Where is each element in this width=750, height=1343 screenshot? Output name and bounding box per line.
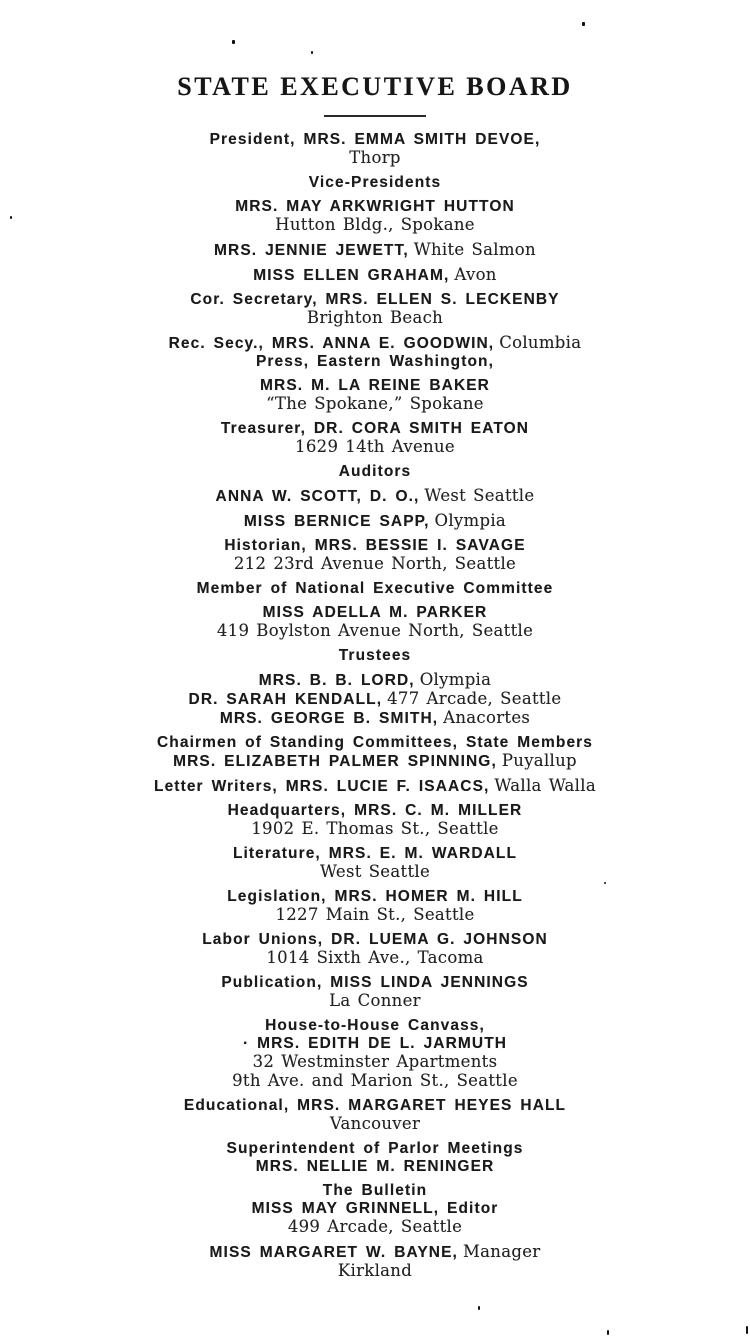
board-line xyxy=(0,906,750,925)
line-segment: Manager xyxy=(462,1242,541,1261)
board-entry xyxy=(0,777,750,796)
line-segment: MRS. ELIZABETH PALMER SPINNING, xyxy=(173,753,497,770)
board-entry xyxy=(0,802,750,839)
board-line xyxy=(0,931,750,949)
line-segment: MISS ELLEN GRAHAM, xyxy=(253,267,450,284)
board-entry xyxy=(0,671,750,728)
board-line xyxy=(0,241,750,260)
scan-speck xyxy=(604,882,606,884)
line-segment: Literature, MRS. E. M. WARDALL xyxy=(232,845,518,862)
line-segment: Letter Writers, MRS. LUCIE F. ISAACS, xyxy=(154,778,490,795)
board-line xyxy=(0,1115,750,1134)
line-segment: Member of National Executive Committee xyxy=(196,580,554,597)
board-line xyxy=(0,949,750,968)
line-segment: Educational, MRS. MARGARET HEYES HALL xyxy=(183,1097,567,1114)
line-segment: 212 23rd Avenue North, Seattle xyxy=(233,554,517,573)
board-list xyxy=(0,131,750,1281)
line-segment: 477 Arcade, Seattle xyxy=(387,689,562,708)
board-line xyxy=(0,974,750,992)
line-segment: MRS. GEORGE B. SMITH, xyxy=(219,710,439,727)
line-segment: Vancouver xyxy=(329,1114,421,1133)
line-segment: · MRS. EDITH DE L. JARMUTH xyxy=(242,1035,508,1052)
board-entry xyxy=(0,604,750,641)
line-segment: Legislation, MRS. HOMER M. HILL xyxy=(227,888,523,905)
line-segment: 32 Westminster Apartments xyxy=(252,1052,498,1071)
line-segment: MRS. B. B. LORD, xyxy=(258,672,415,689)
board-line xyxy=(0,555,750,574)
board-entry xyxy=(0,888,750,925)
line-segment: MISS ADELLA M. PARKER xyxy=(262,604,488,621)
board-entry xyxy=(0,974,750,1011)
line-segment: MISS MAY GRINNELL, Editor xyxy=(251,1200,499,1217)
board-line xyxy=(0,131,750,149)
line-segment: White Salmon xyxy=(413,240,536,259)
board-line xyxy=(0,845,750,863)
board-line xyxy=(0,863,750,882)
board-line xyxy=(0,1182,750,1200)
line-segment: “The Spokane,” Spokane xyxy=(266,394,484,413)
board-entry xyxy=(0,512,750,531)
line-segment: Publication, MISS LINDA JENNINGS xyxy=(221,974,529,991)
line-segment: Cor. Secretary, MRS. ELLEN S. LECKENBY xyxy=(190,291,560,308)
board-entry xyxy=(0,1017,750,1091)
board-entry xyxy=(0,291,750,328)
board-line xyxy=(0,420,750,438)
line-segment: Trustees xyxy=(338,647,412,664)
page-title: STATE EXECUTIVE BOARD xyxy=(177,72,573,101)
board-line xyxy=(0,1218,750,1237)
line-segment: Puyallup xyxy=(501,751,577,770)
board-line xyxy=(0,690,750,709)
board-entry xyxy=(0,174,750,192)
line-segment: Historian, MRS. BESSIE I. SAVAGE xyxy=(224,537,526,554)
line-segment: Vice-Presidents xyxy=(308,174,442,191)
line-segment: Olympia xyxy=(434,511,507,530)
board-line xyxy=(0,174,750,192)
line-segment: 1629 14th Avenue xyxy=(295,437,455,456)
title-divider xyxy=(324,115,426,117)
line-segment: Thorp xyxy=(349,148,401,167)
scan-speck xyxy=(478,1306,480,1310)
line-segment: 1014 Sixth Ave., Tacoma xyxy=(266,948,484,967)
line-segment: Kirkland xyxy=(337,1261,413,1280)
line-segment: 1902 E. Thomas St., Seattle xyxy=(251,819,499,838)
line-segment: 9th Ave. and Marion St., Seattle xyxy=(232,1071,518,1090)
board-line xyxy=(0,622,750,641)
line-segment: Headquarters, MRS. C. M. MILLER xyxy=(227,802,523,819)
line-segment: West Seattle xyxy=(319,862,431,881)
scan-speck xyxy=(311,51,313,54)
line-segment: La Conner xyxy=(329,991,421,1010)
board-line xyxy=(0,438,750,457)
line-segment: President, MRS. EMMA SMITH DEVOE, xyxy=(209,131,541,148)
board-line xyxy=(0,198,750,216)
line-segment: Auditors xyxy=(338,463,412,480)
board-entry xyxy=(0,1243,750,1281)
board-line xyxy=(0,1072,750,1091)
scan-speck xyxy=(232,40,235,44)
board-line xyxy=(0,463,750,481)
board-entry xyxy=(0,420,750,457)
board-entry xyxy=(0,334,750,371)
board-line xyxy=(0,671,750,690)
board-line xyxy=(0,266,750,285)
board-line xyxy=(0,820,750,839)
board-entry xyxy=(0,845,750,882)
board-entry xyxy=(0,131,750,168)
line-segment: MISS MARGARET W. BAYNE, xyxy=(209,1244,458,1261)
line-segment: Superintendent of Parlor Meetings xyxy=(226,1140,524,1157)
board-line xyxy=(0,216,750,235)
board-entry xyxy=(0,931,750,968)
line-segment: House-to-House Canvass, xyxy=(265,1017,485,1034)
scan-speck xyxy=(746,1326,748,1334)
board-line xyxy=(0,149,750,168)
board-line xyxy=(0,1262,750,1281)
board-line xyxy=(0,604,750,622)
line-segment: Rec. Secy., MRS. ANNA E. GOODWIN, xyxy=(168,335,495,352)
board-line xyxy=(0,537,750,555)
board-line xyxy=(0,1200,750,1218)
board-line xyxy=(0,1243,750,1262)
line-segment: Chairmen of Standing Committees, State Members xyxy=(156,734,594,751)
line-segment: MRS. M. LA REINE BAKER xyxy=(260,377,490,394)
line-segment: West Seattle xyxy=(424,486,535,505)
board-entry xyxy=(0,487,750,506)
board-entry xyxy=(0,1140,750,1176)
board-entry xyxy=(0,1182,750,1237)
board-entry xyxy=(0,463,750,481)
line-segment: Labor Unions, DR. LUEMA G. JOHNSON xyxy=(202,931,548,948)
line-segment: Hutton Bldg., Spokane xyxy=(275,215,475,234)
board-line xyxy=(0,1158,750,1176)
board-entry xyxy=(0,241,750,260)
line-segment: MISS BERNICE SAPP, xyxy=(243,513,430,530)
line-segment: Press, Eastern Washington, xyxy=(255,353,495,370)
scan-speck xyxy=(10,216,12,219)
board-line xyxy=(0,752,750,771)
scan-speck xyxy=(607,1330,609,1335)
line-segment: MRS. MAY ARKWRIGHT HUTTON xyxy=(235,198,515,215)
scan-speck xyxy=(582,22,585,26)
board-line xyxy=(0,647,750,665)
board-line xyxy=(0,580,750,598)
line-segment: 1227 Main St., Seattle xyxy=(275,905,475,924)
line-segment: Avon xyxy=(454,265,497,284)
board-entry xyxy=(0,580,750,598)
board-line xyxy=(0,309,750,328)
board-line xyxy=(0,1097,750,1115)
board-line xyxy=(0,734,750,752)
board-entry xyxy=(0,198,750,235)
board-line xyxy=(0,487,750,506)
board-line xyxy=(0,291,750,309)
line-segment: Columbia xyxy=(499,333,582,352)
board-line xyxy=(0,1053,750,1072)
board-line xyxy=(0,512,750,531)
line-segment: Treasurer, DR. CORA SMITH EATON xyxy=(220,420,530,437)
line-segment: 499 Arcade, Seattle xyxy=(287,1217,463,1236)
board-entry xyxy=(0,377,750,414)
board-entry xyxy=(0,537,750,574)
line-segment: ANNA W. SCOTT, D. O., xyxy=(215,488,420,505)
board-entry xyxy=(0,734,750,771)
board-line xyxy=(0,777,750,796)
line-segment: MRS. JENNIE JEWETT, xyxy=(214,242,409,259)
board-entry xyxy=(0,266,750,285)
board-line xyxy=(0,395,750,414)
line-segment: MRS. NELLIE M. RENINGER xyxy=(255,1158,495,1175)
board-line xyxy=(0,802,750,820)
line-segment: The Bulletin xyxy=(322,1182,428,1199)
line-segment: Anacortes xyxy=(443,708,531,727)
line-segment: 419 Boylston Avenue North, Seattle xyxy=(216,621,534,640)
line-segment: Olympia xyxy=(419,670,492,689)
board-line xyxy=(0,1017,750,1035)
board-line xyxy=(0,1140,750,1158)
board-line xyxy=(0,1035,750,1053)
board-line xyxy=(0,334,750,353)
board-line xyxy=(0,353,750,371)
board-entry xyxy=(0,647,750,665)
line-segment: Walla Walla xyxy=(494,776,596,795)
board-line xyxy=(0,888,750,906)
line-segment: DR. SARAH KENDALL, xyxy=(188,691,383,708)
board-line xyxy=(0,992,750,1011)
board-line xyxy=(0,709,750,728)
board-entry xyxy=(0,1097,750,1134)
board-line xyxy=(0,377,750,395)
line-segment: Brighton Beach xyxy=(306,308,444,327)
